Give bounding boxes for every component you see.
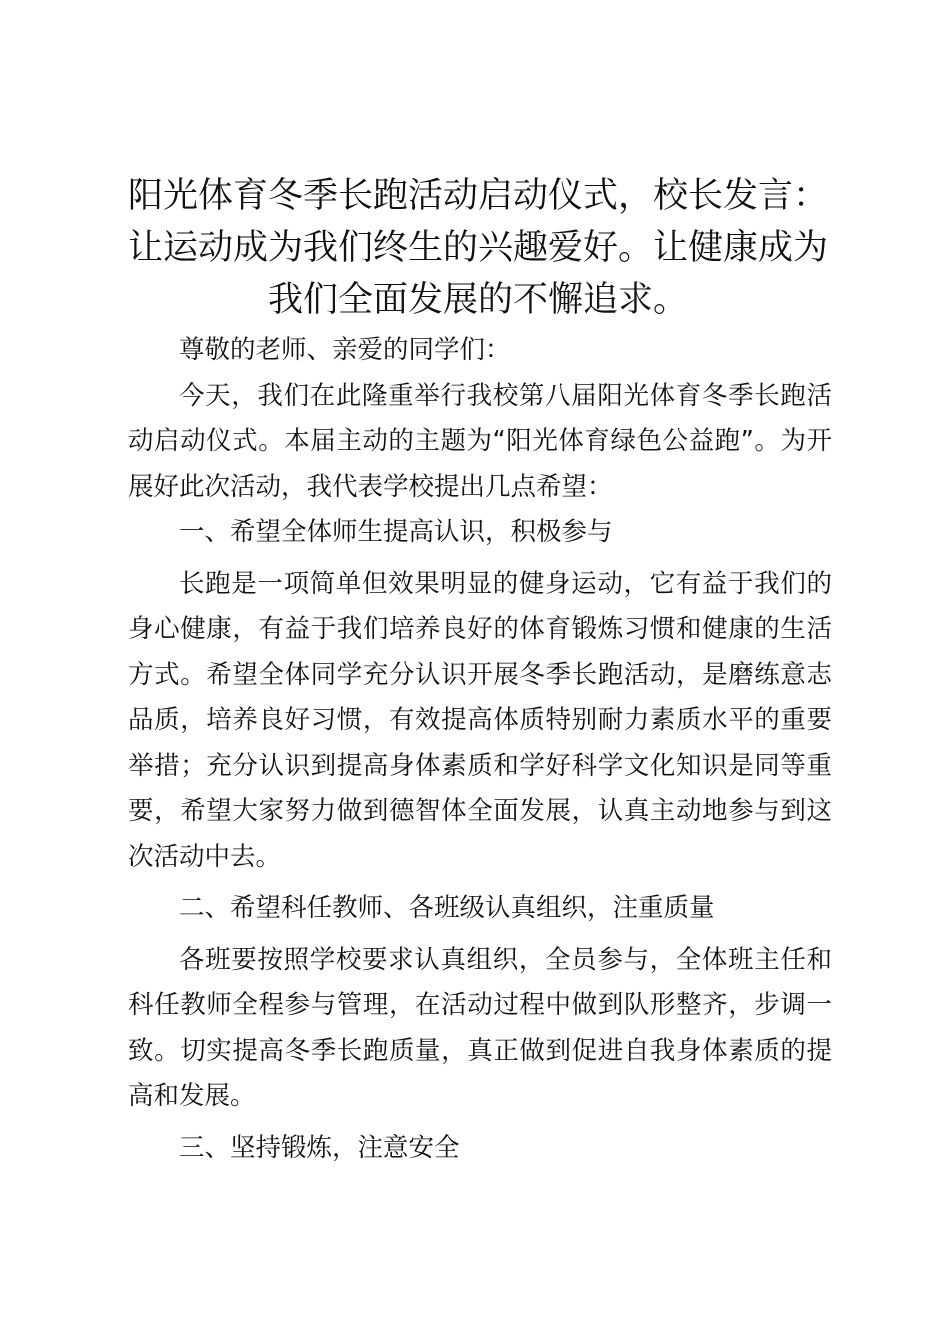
document-title: 阳光体育冬季长跑活动启动仪式，校长发言：让运动成为我们终生的兴趣爱好。让健康成为我们全面发展的不懈追求。 bbox=[127, 176, 828, 320]
section-heading-3: 三、坚持锻炼，注意安全 bbox=[179, 1132, 460, 1163]
document-body bbox=[128, 328, 832, 1171]
paragraph-section-1: 长跑是一项简单但效果明显的健身运动，它有益于我们的身心健康，有益于我们培养良好的体育锻炼习惯和健康的生活方式。希望全体同学充分认识开展冬季长跑活动，是磨练意志品质，培养良好习惯，有效提高体质特别耐力素质水平的重要举措；充分认识到提高身体素质和学好科学文化知识是同等重要，希望大家努力做到德智体全面发展，认真主动地参与到这次活动中去。 bbox=[128, 568, 832, 872]
paragraph-section-2: 各班要按照学校要求认真组织，全员参与，全体班主任和科任教师全程参与管理，在活动过程中做到队形整齐，步调一致。切实提高冬季长跑质量，真正做到促进自我身体素质的提高和发展。 bbox=[128, 944, 832, 1111]
paragraph-intro: 今天，我们在此隆重举行我校第八届阳光体育冬季长跑活动启动仪式。本届主动的主题为“阳光体育绿色公益跑”。为开展好此次活动，我代表学校提出几点希望： bbox=[128, 380, 832, 502]
section-heading-2: 二、希望科任教师、各班级认真组织，注重质量 bbox=[179, 893, 715, 923]
greeting: 尊敬的老师、亲爱的同学们： bbox=[179, 335, 511, 365]
section-heading-1: 一、希望全体师生提高认识，积极参与 bbox=[179, 517, 613, 547]
